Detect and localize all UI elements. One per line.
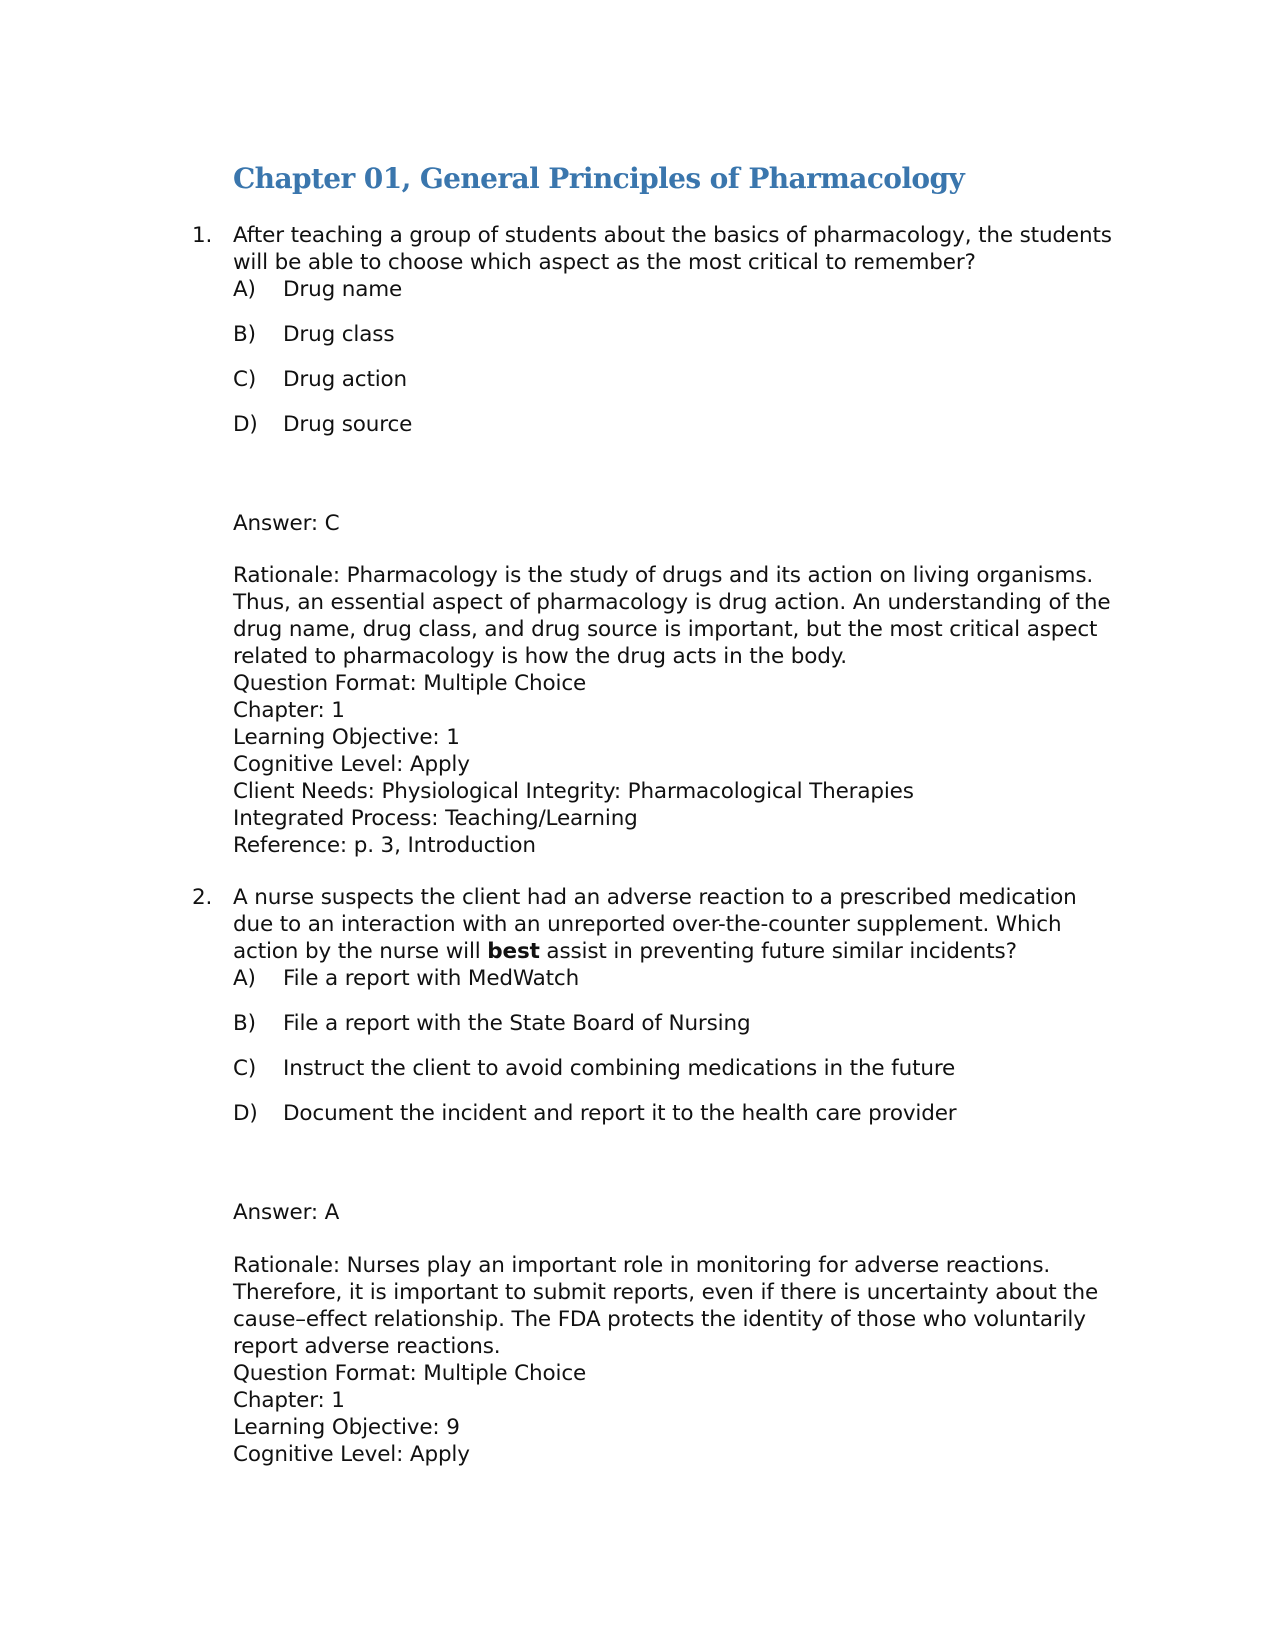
question-1-rationale-line-4: related to pharmacology is how the drug acts in the body.	[233, 644, 847, 669]
question-1-rationale-line-2: Thus, an essential aspect of pharmacology is drug action. An understanding of the	[233, 590, 1111, 615]
question-2-rationale-line-3: cause–effect relationship. The FDA protects the identity of those who voluntarily	[233, 1307, 1086, 1332]
question-1-answer: Answer: C	[233, 511, 340, 536]
question-2-rationale-line-4: report adverse reactions.	[233, 1334, 501, 1359]
question-2-option-d: Document the incident and report it to the health care provider	[283, 1101, 957, 1126]
question-2-answer: Answer: A	[233, 1200, 340, 1225]
question-2-option-c: Instruct the client to avoid combining medications in the future	[283, 1056, 956, 1081]
question-1-option-d-letter: D)	[233, 412, 258, 437]
question-2-option-a: File a report with MedWatch	[283, 966, 580, 991]
question-2-stem-line-3	[233, 938, 1017, 966]
question-2-cognitive-level: Cognitive Level: Apply	[233, 1442, 470, 1467]
question-1-stem-line-1: After teaching a group of students about the basics of pharmacology, the students	[233, 223, 1112, 248]
question-1-option-c-letter: C)	[233, 367, 257, 392]
question-1-option-b-letter: B)	[233, 322, 256, 347]
question-1-integrated-process: Integrated Process: Teaching/Learning	[233, 806, 638, 831]
question-1-rationale-line-3: drug name, drug class, and drug source is important, but the most critical aspect	[233, 617, 1098, 642]
question-2-option-b-letter: B)	[233, 1011, 256, 1036]
question-2-rationale-line-2: Therefore, it is important to submit reports, even if there is uncertainty about the	[233, 1280, 1099, 1305]
stem-text: assist in preventing future similar incidents?	[539, 939, 1017, 964]
question-1-option-c: Drug action	[283, 367, 408, 392]
question-1-question-format: Question Format: Multiple Choice	[233, 671, 587, 696]
question-1-option-a-letter: A)	[233, 277, 256, 302]
question-1-number: 1.	[192, 223, 213, 248]
question-1-reference: Reference: p. 3, Introduction	[233, 833, 536, 858]
question-2-option-a-letter: A)	[233, 966, 256, 991]
question-2-stem-line-2: due to an interaction with an unreported over-the-counter supplement. Which	[233, 912, 1062, 937]
question-2-option-d-letter: D)	[233, 1101, 258, 1126]
question-1-option-d: Drug source	[283, 412, 413, 437]
question-2-question-format: Question Format: Multiple Choice	[233, 1361, 587, 1386]
question-1-rationale-line-1: Rationale: Pharmacology is the study of drugs and its action on living organisms.	[233, 563, 1094, 588]
question-1-client-needs: Client Needs: Physiological Integrity: Pharmacological Therapies	[233, 779, 914, 804]
question-2-stem-line-1: A nurse suspects the client had an adverse reaction to a prescribed medication	[233, 885, 1077, 910]
stem-text: action by the nurse will	[233, 939, 488, 964]
question-2-learning-objective: Learning Objective: 9	[233, 1415, 460, 1440]
question-1-stem-line-2: will be able to choose which aspect as the most critical to remember?	[233, 250, 976, 275]
question-1-option-b: Drug class	[283, 322, 395, 347]
question-2-option-b: File a report with the State Board of Nursing	[283, 1011, 751, 1036]
question-1-option-a: Drug name	[283, 277, 403, 302]
chapter-title: Chapter 01, General Principles of Pharmacology	[233, 162, 965, 195]
question-1-cognitive-level: Cognitive Level: Apply	[233, 752, 470, 777]
question-2-chapter: Chapter: 1	[233, 1388, 345, 1413]
question-2-option-c-letter: C)	[233, 1056, 257, 1081]
emphasis-best: best	[487, 939, 540, 964]
question-2-number: 2.	[192, 885, 213, 910]
question-2-rationale-line-1: Rationale: Nurses play an important role in monitoring for adverse reactions.	[233, 1253, 1051, 1278]
question-1-learning-objective: Learning Objective: 1	[233, 725, 460, 750]
question-1-chapter: Chapter: 1	[233, 698, 345, 723]
